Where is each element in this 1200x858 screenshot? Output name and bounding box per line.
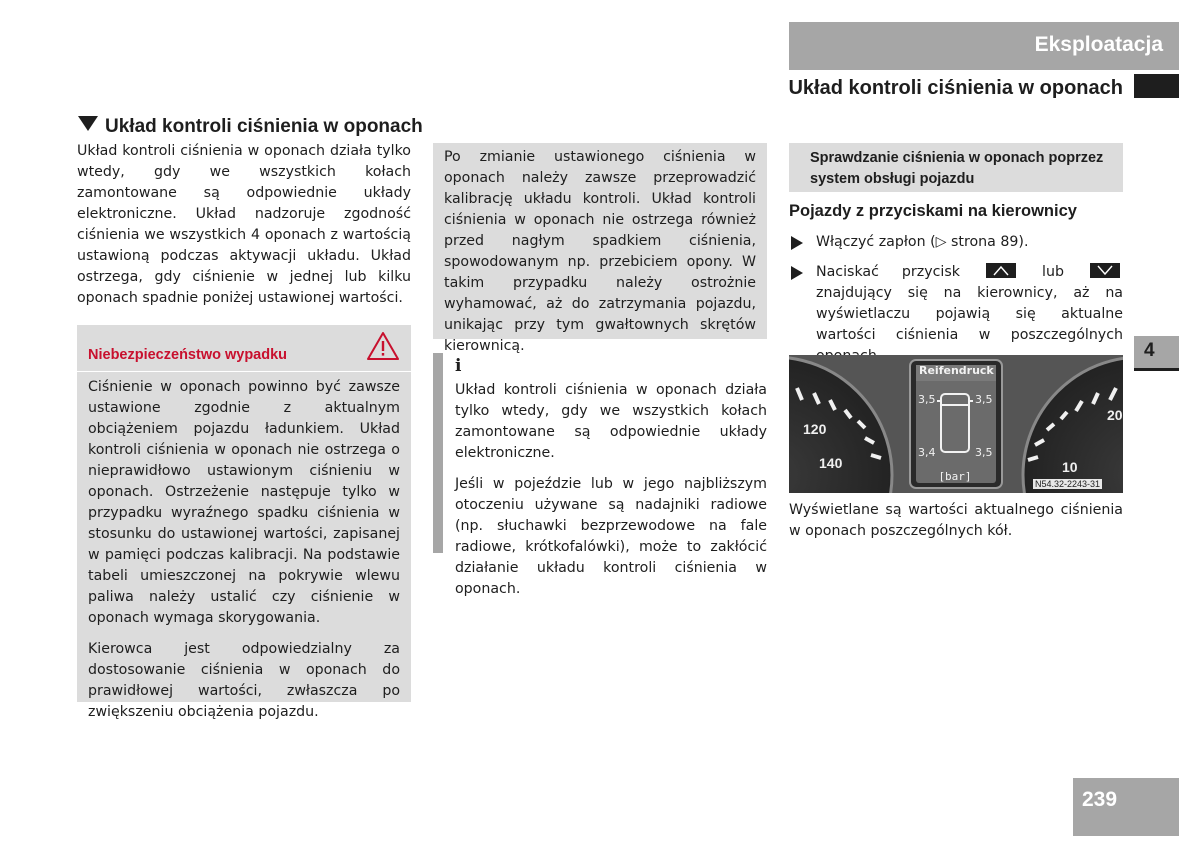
- info-icon: i: [455, 356, 462, 376]
- step-text-part: lub: [1042, 264, 1064, 280]
- calibration-note: Po zmianie ustawionego ciśnienia w oponach należy zawsze przeprowadzić kalibrację układu kontroli. Układ kontroli ciśnienia w oponach nie ostrzega również przed nagłym spadkiem ciśnienia, spowodowanym np. przebiciem opony. W takim przypadku należy ostrożnie wyhamować, aż do zatrzymania pojazdu, unikając przy tym gwałtownych skrętów kierownicą.: [444, 149, 756, 354]
- display-title: Reifendruck: [919, 364, 994, 377]
- speedo-label-120: 120: [803, 421, 827, 437]
- warning-title: Niebezpieczeństwo wypadku: [88, 347, 288, 363]
- check-pressure-heading: Sprawdzanie ciśnienia w oponach poprzez system obsługi pojazdu: [810, 150, 1104, 187]
- svg-text:[bar]: [bar]: [938, 470, 972, 483]
- instrument-cluster-figure: [789, 355, 1123, 493]
- warning-paragraph: Kierowca jest odpowiedzialny za dostosowanie ciśnienia w oponach do prawidłowej wartości, zwłaszcza po zwiększeniu obciążenia pojazdu.: [88, 641, 400, 720]
- arrow-up-key-icon: [986, 263, 1016, 278]
- calibration-note-box: [433, 143, 767, 354]
- section-title: [78, 116, 423, 138]
- info-paragraph: Jeśli w pojeździe lub w jego najbliższym otoczeniu używane są nadajniki radiowe (np. słuchawki bezprzewodowe na fale radiowe, krótkofalówki), może to zakłócić działanie układu kontroli ciśnienia w oponach.: [455, 476, 767, 597]
- info-note: [433, 353, 767, 597]
- step-text: Włączyć zapłon (▷ strona 89).: [816, 234, 1029, 250]
- tacho-label-10: 10: [1062, 459, 1078, 475]
- figure-code: N54.32-2243-31: [1035, 479, 1101, 489]
- tacho-label-20: 20: [1107, 407, 1123, 423]
- triangle-down-icon: [78, 116, 98, 131]
- info-paragraph: Układ kontroli ciśnienia w oponach działa tylko wtedy, gdy we wszystkich kołach zamontowane są odpowiednie układy elektroniczne.: [455, 382, 767, 461]
- info-bar: [433, 353, 443, 553]
- section-title-text: Układ kontroli ciśnienia w oponach: [105, 116, 423, 137]
- warning-triangle-icon: [366, 331, 400, 365]
- figure-caption-block: [789, 500, 1123, 542]
- intro-paragraph-block: [77, 141, 411, 309]
- check-pressure-heading-box: [789, 143, 1123, 192]
- pressure-front-right: 3,5: [975, 393, 993, 406]
- step-text-part: znajdujący się na kierownicy, aż na wyświetlaczu pojawią się aktualne wartości ciśnienia w poszczególnych: [816, 285, 1123, 343]
- warning-paragraph: Ciśnienie w oponach powinno być zawsze ustawione zgodnie z aktualnym obciążeniem pojazdu ładunkiem. Układ kontroli ciśnienia w oponach nie ostrzega o nieprawidłowo ustawionym ciśnieniu w oponach. Ostrzeżenie następuje tylko w przypadku wyraźnego spadku ciśnienia w stosunku do ustawionej wartości, zapisanej w pamięci podczas kalibracji. Na podstawie tabeli umieszczonej na pokrywie wlewu paliwa należy ustalić czy ciśnienie w oponach wymaga skorygowania.: [88, 379, 400, 626]
- warning-body: [88, 377, 400, 733]
- page-number: 239: [1073, 778, 1179, 836]
- info-body: [455, 380, 767, 610]
- chapter-tab: 4: [1134, 336, 1179, 368]
- speedo-label-140: 140: [819, 455, 843, 471]
- warning-header: [77, 325, 411, 372]
- step-text-part: Naciskać przycisk: [816, 264, 960, 280]
- pressure-rear-right: 3,5: [975, 446, 993, 459]
- step-press-button: [789, 262, 1123, 348]
- chapter-header: [789, 22, 1179, 70]
- arrow-right-icon: [791, 236, 803, 250]
- step-ignition: [789, 232, 1123, 254]
- arrow-down-key-icon: [1090, 263, 1120, 278]
- chapter-tab-underline: [1134, 368, 1179, 371]
- header-marker: [1134, 74, 1179, 98]
- section-header: Układ kontroli ciśnienia w oponach: [788, 77, 1123, 99]
- figure-caption: Wyświetlane są wartości aktualnego ciśnienia w oponach poszczególnych kół.: [789, 502, 1123, 539]
- pressure-rear-left: 3,4: [918, 446, 936, 459]
- steering-buttons-subheading: Pojazdy z przyciskami na kierownicy: [789, 202, 1077, 220]
- intro-paragraph: Układ kontroli ciśnienia w oponach działa tylko wtedy, gdy we wszystkich kołach zamontowane są odpowiednie układy elektroniczne. Układ nadzoruje zgodność ciśnienia we wszystkich 4 oponach z wartością ustawioną podczas aktywacji układu. Układ ostrzega, gdy ciśnienie w jednej lub kilku oponach spadnie poniżej ustawionej wartości.: [77, 143, 411, 306]
- step-text: [816, 262, 1123, 367]
- arrow-right-icon: [791, 266, 803, 280]
- chapter-title: Eksploatacja: [1034, 33, 1163, 56]
- warning-box: [77, 325, 411, 720]
- pressure-front-left: 3,5: [918, 393, 936, 406]
